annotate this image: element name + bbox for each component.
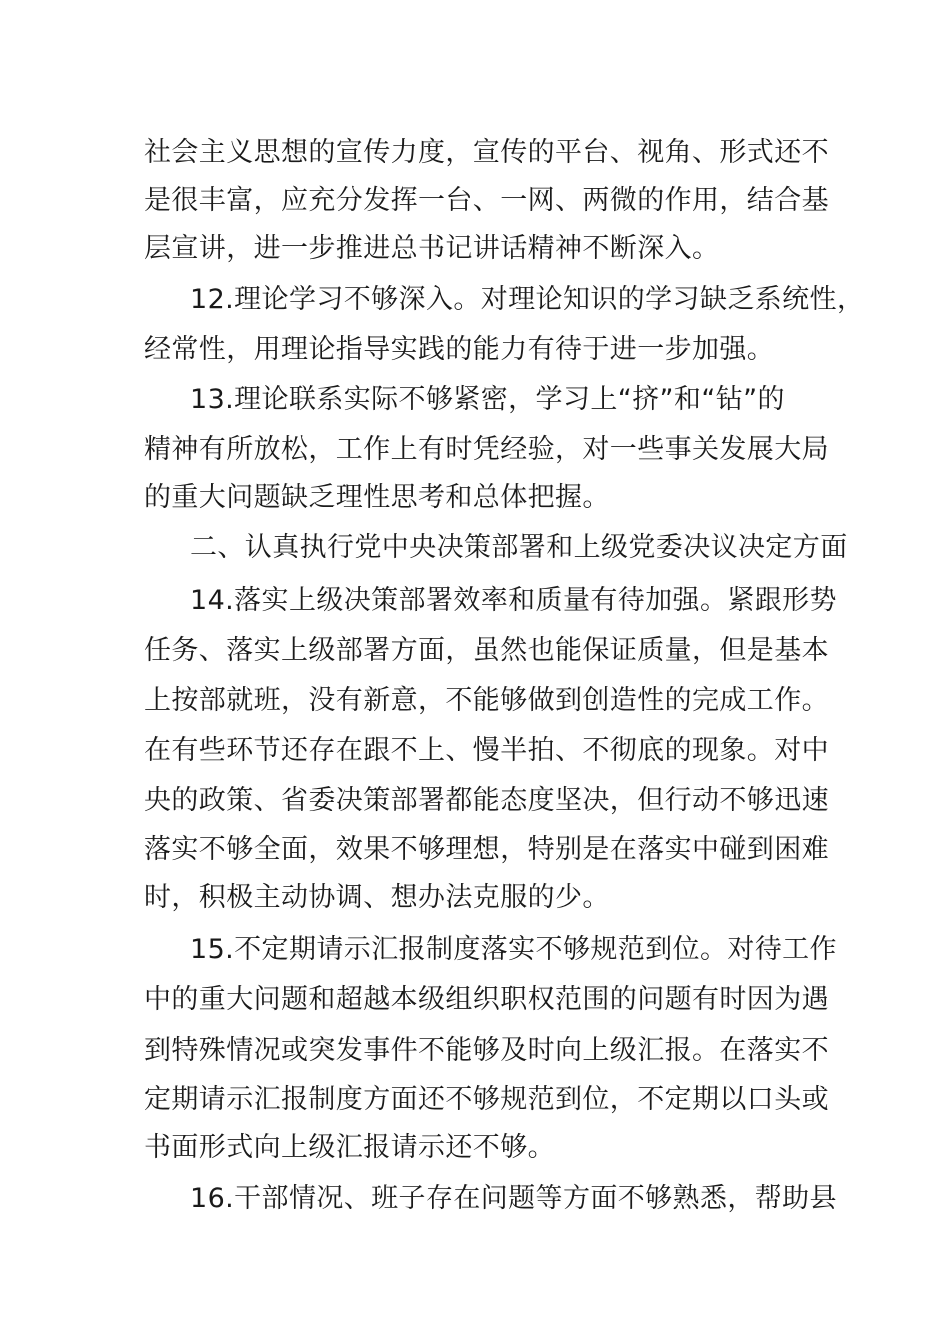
text-line: 中的重大问题和超越本级组织职权范围的问题有时因为遇 (144, 984, 829, 1015)
text-line: 到特殊情况或突发事件不能够及时向上级汇报。在落实不 (144, 1035, 829, 1066)
text-line: 上按部就班，没有新意，不能够做到创造性的完成工作。 (144, 685, 829, 716)
text-line: 在有些环节还存在跟不上、慢半拍、不彻底的现象。对中 (144, 735, 829, 766)
text-line: 定期请示汇报制度方面还不够规范到位，不定期以口头或 (144, 1084, 829, 1115)
text-line: 经常性，用理论指导实践的能力有待于进一步加强。 (144, 334, 775, 365)
text-line: 精神有所放松，工作上有时凭经验，对一些事关发展大局 (144, 434, 829, 465)
text-line: 是很丰富，应充分发挥一台、一网、两微的作用，结合基 (144, 185, 829, 216)
paragraph-16-heading: 16.干部情况、班子存在问题等方面不够熟悉，帮助县 (190, 1183, 837, 1214)
text-line: 落实不够全面，效果不够理想，特别是在落实中碰到困难 (144, 834, 829, 865)
text-line: 任务、落实上级部署方面，虽然也能保证质量，但是基本 (144, 635, 829, 666)
text-line: 书面形式向上级汇报请示还不够。 (144, 1132, 555, 1163)
paragraph-14-heading: 14.落实上级决策部署效率和质量有待加强。紧跟形势 (190, 585, 837, 616)
paragraph-12-heading: 12.理论学习不够深入。对理论知识的学习缺乏系统性， (190, 284, 865, 315)
paragraph-13-heading: 13.理论联系实际不够紧密，学习上“挤”和“钻”的 (190, 384, 785, 415)
text-line: 社会主义思想的宣传力度，宣传的平台、视角、形式还不 (144, 137, 829, 168)
paragraph-15-heading: 15.不定期请示汇报制度落实不够规范到位。对待工作 (190, 934, 837, 965)
text-line: 时，积极主动协调、想办法克服的少。 (144, 882, 610, 913)
section-heading: 二、认真执行党中央决策部署和上级党委决议决定方面 (190, 532, 848, 563)
text-line: 央的政策、省委决策部署都能态度坚决，但行动不够迅速 (144, 785, 829, 816)
text-line: 层宣讲，进一步推进总书记讲话精神不断深入。 (144, 233, 720, 264)
text-line: 的重大问题缺乏理性思考和总体把握。 (144, 482, 610, 513)
